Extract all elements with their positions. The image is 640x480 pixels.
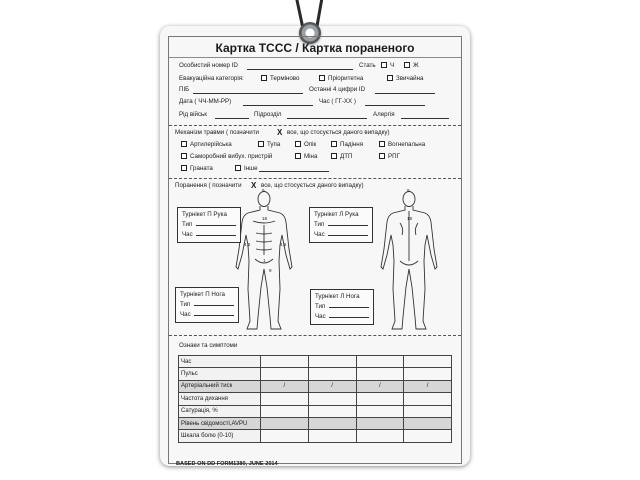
evac-routine-checkbox[interactable] bbox=[387, 75, 393, 81]
id-field[interactable] bbox=[247, 69, 353, 70]
evac-priority-label: Пріоритетна bbox=[328, 75, 364, 82]
mech-option: Вогнепальна bbox=[388, 141, 426, 148]
mech-burn-checkbox[interactable] bbox=[295, 141, 301, 147]
vitals-cell[interactable] bbox=[404, 405, 452, 417]
vitals-row-spo2 bbox=[179, 405, 452, 417]
vitals-row-bp bbox=[179, 380, 452, 392]
vitals-cell[interactable] bbox=[308, 368, 356, 380]
vitals-heading: Ознаки та симптоми bbox=[179, 342, 238, 349]
front-arm-pct: 4,5 bbox=[244, 242, 251, 247]
front-torso-pct: 18 bbox=[262, 216, 268, 221]
sex-female-checkbox[interactable] bbox=[404, 62, 410, 68]
vitals-cell[interactable] bbox=[261, 405, 309, 417]
vitals-cell[interactable] bbox=[356, 405, 404, 417]
back-head-pct: 9 bbox=[407, 188, 410, 193]
vitals-table bbox=[178, 355, 452, 443]
injuries-x-mark: X bbox=[251, 181, 257, 190]
tq-right-leg-label: Турнікет П Нога bbox=[180, 291, 225, 298]
vitals-cell[interactable] bbox=[356, 430, 404, 442]
tourniquet-left-leg[interactable] bbox=[310, 289, 374, 325]
tq-time-label: Час bbox=[182, 231, 193, 239]
vitals-cell[interactable]: / bbox=[356, 380, 404, 392]
mech-option: Опік bbox=[304, 141, 317, 148]
tq-time-field[interactable] bbox=[329, 317, 369, 318]
evac-priority-checkbox[interactable] bbox=[319, 75, 325, 81]
vitals-cell[interactable] bbox=[356, 368, 404, 380]
name-label: ПІБ bbox=[179, 86, 190, 93]
vitals-cell[interactable] bbox=[404, 368, 452, 380]
tourniquet-right-arm[interactable] bbox=[177, 207, 241, 243]
section-divider bbox=[169, 125, 461, 126]
tq-left-arm-label: Турнікет Л Рука bbox=[314, 211, 359, 218]
sex-male-checkbox[interactable] bbox=[381, 62, 387, 68]
mech-option: Артилерійська bbox=[190, 141, 232, 148]
injuries-heading-tail: все, що стосується даного випадку) bbox=[261, 182, 364, 189]
time-field[interactable] bbox=[365, 105, 425, 106]
front-groin-pct: 1 bbox=[263, 258, 266, 263]
vitals-cell[interactable] bbox=[404, 417, 452, 429]
tq-time-field[interactable] bbox=[328, 235, 368, 236]
allergy-label: Алергія bbox=[373, 111, 395, 118]
mech-blunt-checkbox[interactable] bbox=[258, 141, 264, 147]
vitals-row-label: Частота дихання bbox=[179, 393, 261, 405]
mech-rpg-checkbox[interactable] bbox=[379, 153, 385, 159]
vitals-row-pain bbox=[179, 430, 452, 442]
mech-option: Граната bbox=[190, 165, 213, 172]
tq-type-label: Тип bbox=[182, 221, 193, 229]
mech-fall-checkbox[interactable] bbox=[331, 141, 337, 147]
vitals-row-label: Сатурація, % bbox=[179, 405, 261, 417]
form-footer: BASED ON DD FORM1380, JUNE 2014 bbox=[176, 461, 278, 467]
vitals-cell[interactable] bbox=[404, 430, 452, 442]
tq-type-label: Тип bbox=[314, 221, 325, 229]
mech-ied-checkbox[interactable] bbox=[181, 153, 187, 159]
front-head-pct: 9 bbox=[262, 188, 265, 193]
vitals-cell[interactable] bbox=[356, 393, 404, 405]
vitals-cell[interactable] bbox=[404, 393, 452, 405]
sex-label: Стать bbox=[359, 62, 376, 69]
sex-female-label: Ж bbox=[413, 62, 419, 69]
allergy-field[interactable] bbox=[401, 118, 449, 119]
tq-time-label: Час bbox=[180, 311, 191, 319]
tq-type-label: Тип bbox=[180, 301, 191, 309]
tccc-casualty-card bbox=[160, 26, 470, 466]
divider bbox=[169, 57, 461, 58]
vitals-cell[interactable] bbox=[308, 417, 356, 429]
vitals-cell[interactable] bbox=[308, 393, 356, 405]
mech-option: Саморобний вибух. пристрій bbox=[190, 153, 273, 160]
tourniquet-right-leg[interactable] bbox=[175, 287, 239, 323]
tq-left-leg-label: Турнікет Л Нога bbox=[315, 293, 360, 300]
vitals-row-label: Артеріальний тиск bbox=[179, 380, 261, 392]
mech-artillery-checkbox[interactable] bbox=[181, 141, 187, 147]
vitals-row-time bbox=[179, 356, 452, 368]
evac-urgent-label: Терміново bbox=[270, 75, 300, 82]
mech-option: Міна bbox=[304, 153, 318, 160]
vitals-row-label: Рівень свідомості,AVPU bbox=[179, 417, 261, 429]
tq-type-field[interactable] bbox=[196, 225, 236, 226]
tourniquet-left-arm[interactable] bbox=[309, 207, 373, 243]
tq-type-field[interactable] bbox=[194, 305, 234, 306]
vitals-cell[interactable] bbox=[261, 417, 309, 429]
tq-type-field[interactable] bbox=[328, 225, 368, 226]
mech-option: ДТП bbox=[340, 153, 353, 160]
vitals-cell[interactable] bbox=[308, 356, 356, 368]
vitals-cell[interactable] bbox=[261, 368, 309, 380]
mech-gunshot-checkbox[interactable] bbox=[379, 141, 385, 147]
vitals-row-avpu bbox=[179, 417, 452, 429]
mechanism-heading-tail: все, що стосується даного випадку) bbox=[287, 129, 390, 136]
mech-other-checkbox[interactable] bbox=[235, 165, 241, 171]
tq-time-label: Час bbox=[315, 313, 326, 321]
body-back-diagram[interactable] bbox=[376, 189, 442, 335]
section-divider bbox=[169, 335, 461, 336]
tq-time-label: Час bbox=[314, 231, 325, 239]
vitals-row-label: Час bbox=[179, 356, 261, 368]
mechanism-heading: Механізм травми ( позначити bbox=[175, 129, 259, 136]
vitals-row-resp bbox=[179, 393, 452, 405]
branch-label: Рід військ bbox=[179, 111, 207, 118]
unit-field[interactable] bbox=[287, 118, 367, 119]
vitals-cell[interactable] bbox=[356, 417, 404, 429]
vitals-cell[interactable] bbox=[308, 405, 356, 417]
vitals-cell[interactable] bbox=[261, 356, 309, 368]
branch-field[interactable] bbox=[215, 118, 249, 119]
tq-time-field[interactable] bbox=[196, 235, 236, 236]
mech-other-field[interactable] bbox=[259, 171, 329, 172]
mech-option: РПГ bbox=[388, 153, 400, 160]
mech-mva-checkbox[interactable] bbox=[331, 153, 337, 159]
last4-label: Останні 4 цифри ID bbox=[309, 86, 366, 93]
front-leg-pct: 9 bbox=[269, 268, 272, 273]
vitals-cell[interactable] bbox=[261, 430, 309, 442]
tq-type-label: Тип bbox=[315, 303, 326, 311]
id-label: Особистий номер ID bbox=[179, 62, 238, 69]
mech-grenade-checkbox[interactable] bbox=[181, 165, 187, 171]
vitals-cell[interactable]: / bbox=[261, 380, 309, 392]
time-label: Час ( ГГ-ХХ ) bbox=[319, 98, 356, 105]
tq-right-arm-label: Турнікет П Рука bbox=[182, 211, 227, 218]
card-title: Картка TCCC / Картка пораненого bbox=[215, 41, 415, 55]
vitals-cell[interactable]: / bbox=[404, 380, 452, 392]
date-field[interactable] bbox=[243, 105, 313, 106]
mech-option: Тупа bbox=[267, 141, 281, 148]
vitals-cell[interactable] bbox=[356, 356, 404, 368]
evac-urgent-checkbox[interactable] bbox=[261, 75, 267, 81]
vitals-row-label: Шкала болю (0-10) bbox=[179, 430, 261, 442]
sex-male-label: Ч bbox=[390, 62, 395, 69]
unit-label: Підрозділ bbox=[254, 111, 282, 118]
mech-option: Падіння bbox=[340, 141, 364, 148]
injuries-heading: Поранення ( позначити bbox=[175, 182, 242, 189]
mech-option: Інше bbox=[244, 165, 258, 172]
vitals-cell[interactable] bbox=[261, 393, 309, 405]
evac-routine-label: Звичайна bbox=[396, 75, 424, 82]
evac-label: Евакуаційна категорія: bbox=[179, 75, 244, 82]
tq-type-field[interactable] bbox=[329, 307, 369, 308]
date-label: Дата ( ЧЧ-ММ-РР) bbox=[179, 98, 232, 105]
front-arm-pct-right: 4,5 bbox=[280, 242, 287, 247]
tq-time-field[interactable] bbox=[194, 315, 234, 316]
mechanism-x-mark: X bbox=[277, 128, 283, 137]
section-divider bbox=[169, 178, 461, 179]
vitals-cell[interactable]: / bbox=[308, 380, 356, 392]
back-torso-pct: 18 bbox=[407, 216, 413, 221]
vitals-cell[interactable] bbox=[404, 356, 452, 368]
vitals-cell[interactable] bbox=[308, 430, 356, 442]
vitals-row-pulse bbox=[179, 368, 452, 380]
card-frame bbox=[168, 36, 462, 467]
vitals-row-label: Пульс bbox=[179, 368, 261, 380]
mech-mine-checkbox[interactable] bbox=[295, 153, 301, 159]
last4-field[interactable] bbox=[375, 93, 435, 94]
name-field[interactable] bbox=[193, 93, 303, 94]
